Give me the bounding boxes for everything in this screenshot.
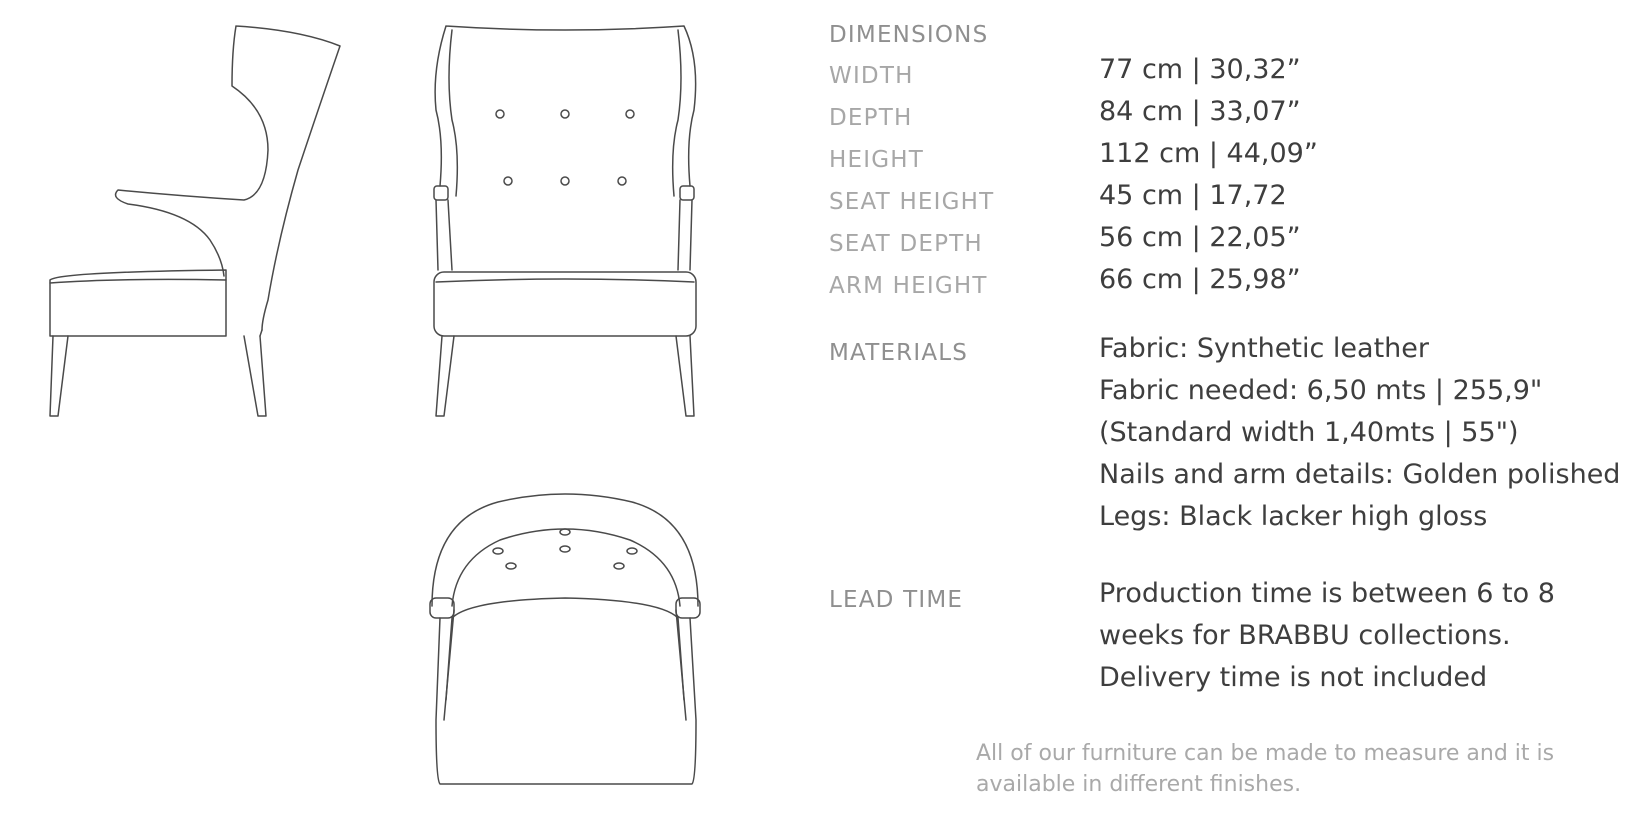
lead-time-label: LEAD TIME — [829, 587, 964, 613]
dimension-value-height: 112 cm | 44,09” — [1099, 138, 1318, 169]
materials-line: Nails and arm details: Golden polished — [1099, 459, 1621, 490]
dimension-label-seat-height: SEAT HEIGHT — [829, 189, 995, 215]
dimension-label-width: WIDTH — [829, 63, 914, 89]
dimension-value-width: 77 cm | 30,32” — [1099, 54, 1301, 85]
dimension-label-seat-depth: SEAT DEPTH — [829, 231, 983, 257]
materials-line: Legs: Black lacker high gloss — [1099, 501, 1488, 532]
dimension-label-height: HEIGHT — [829, 147, 924, 173]
lead-time-line: Production time is between 6 to 8 — [1099, 578, 1555, 609]
made-to-measure-footnote: All of our furniture can be made to measure and it is available in different finishes. — [976, 741, 1555, 797]
lead-time-line: Delivery time is not included — [1099, 662, 1488, 693]
materials-label: MATERIALS — [829, 340, 969, 366]
dimension-value-seat-height: 45 cm | 17,72 — [1099, 180, 1287, 211]
materials-line: (Standard width 1,40mts | 55") — [1099, 417, 1519, 448]
dimension-value-depth: 84 cm | 33,07” — [1099, 96, 1301, 127]
materials-line: Fabric needed: 6,50 mts | 255,9" — [1099, 375, 1543, 406]
dimensions-heading: DIMENSIONS — [829, 22, 989, 48]
materials-line: Fabric: Synthetic leather — [1099, 333, 1429, 364]
dimension-label-depth: DEPTH — [829, 105, 913, 131]
dimension-label-arm-height: ARM HEIGHT — [829, 273, 988, 299]
lead-time-line: weeks for BRABBU collections. — [1099, 620, 1511, 651]
dimension-value-seat-depth: 56 cm | 22,05” — [1099, 222, 1301, 253]
dimension-value-arm-height: 66 cm | 25,98” — [1099, 264, 1301, 295]
